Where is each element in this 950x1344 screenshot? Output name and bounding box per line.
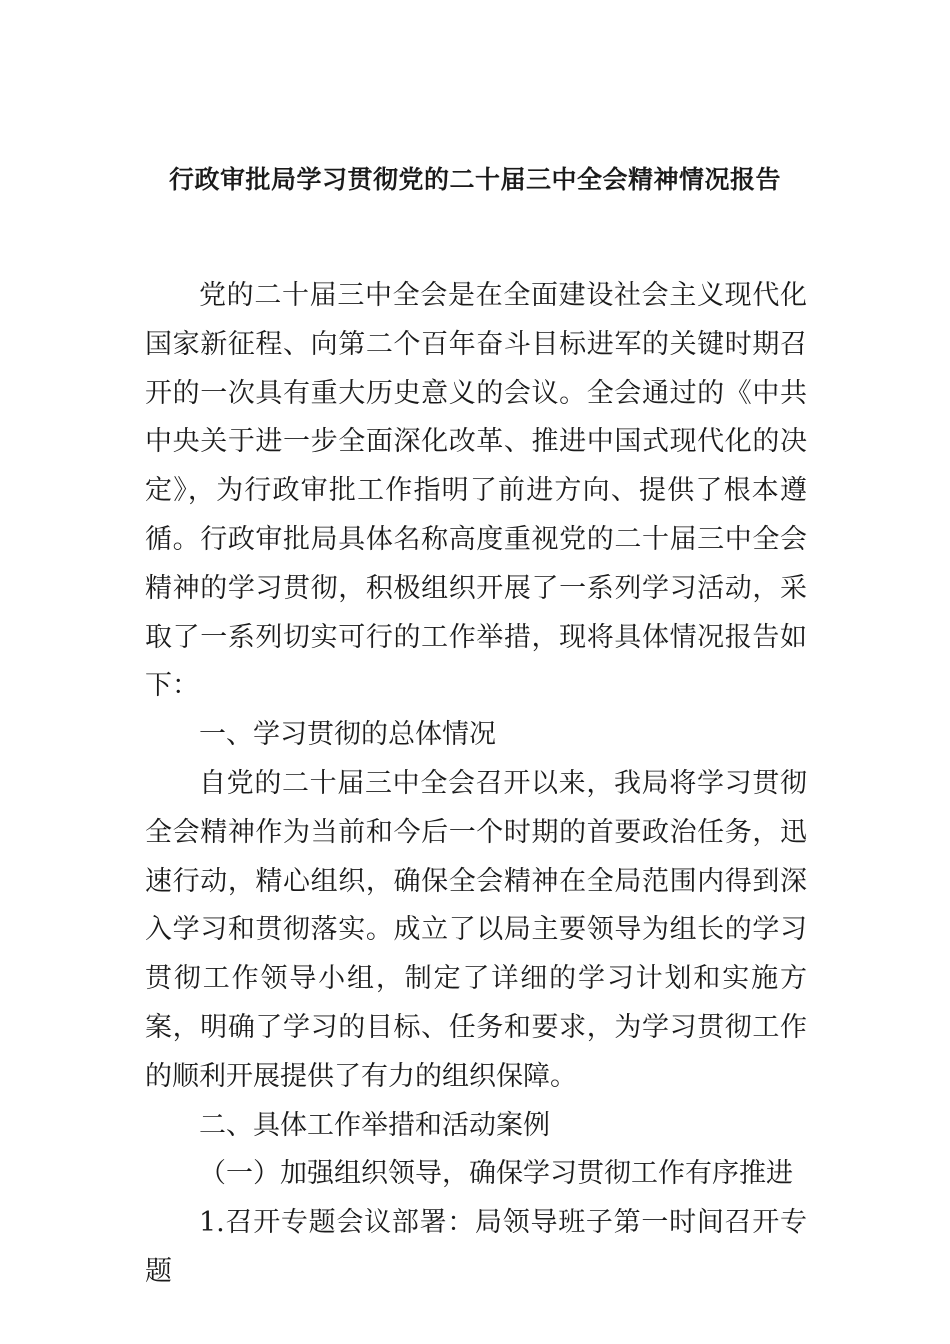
item-paragraph-meeting: 1.召开专题会议部署：局领导班子第一时间召开专题 bbox=[145, 1207, 807, 1287]
document-title: 行政审批局学习贯彻党的二十届三中全会精神情况报告 bbox=[168, 165, 781, 194]
section-heading-measures: 二、具体工作举措和活动案例 bbox=[199, 1109, 550, 1141]
intro-paragraph: 党的二十届三中全会是在全面建设社会主义现代化国家新征程、向第二个百年奋斗目标进军的关键时期召开的一次具有重大历史意义的会议。全会通过的《中共中央关于进一步全面深化改革、推进中国式现代化的决定》，为行政审批工作指明了前进方向、提供了根本遵循。行政审批局具体名称高度重视党的二十届三中全会精神的学习贯彻，积极组织开展了一系列学习活动，采取了一系列切实可行的工作举措，现将具体情况报告如下： bbox=[145, 280, 807, 702]
document-body bbox=[145, 272, 807, 1297]
overall-paragraph: 自党的二十届三中全会召开以来，我局将学习贯彻全会精神作为当前和今后一个时期的首要政治任务，迅速行动，精心组织，确保全会精神在全局范围内得到深入学习和贯彻落实。成立了以局主要领导为组长的学习贯彻工作领导小组，制定了详细的学习计划和实施方案，明确了学习的目标、任务和要求，为学习贯彻工作的顺利开展提供了有力的组织保障。 bbox=[145, 767, 807, 1092]
section-heading-overall: 一、学习贯彻的总体情况 bbox=[199, 719, 496, 751]
subsection-heading-leadership: （一）加强组织领导，确保学习贯彻工作有序推进 bbox=[199, 1158, 793, 1190]
